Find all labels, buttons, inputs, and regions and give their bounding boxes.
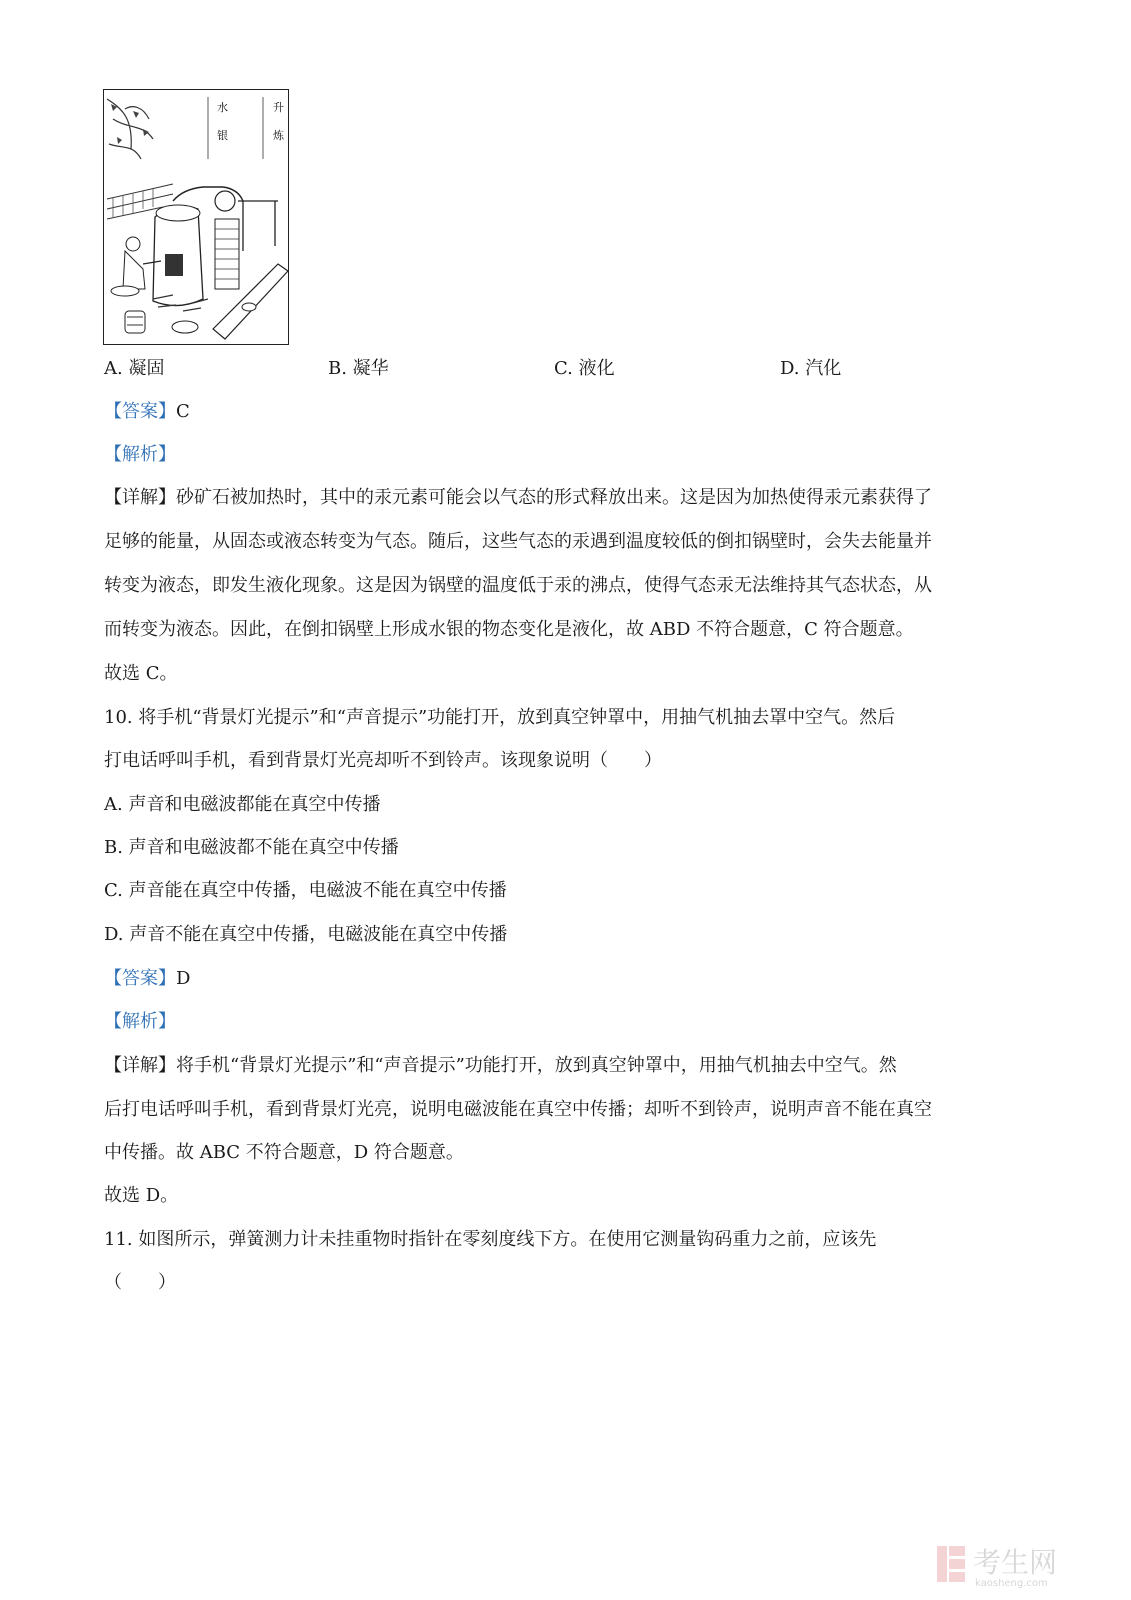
- q9-detail-line: 【详解】砂矿石被加热时，其中的汞元素可能会以气态的形式释放出来。这是因为加热使得汞元素获得了: [104, 487, 932, 508]
- q9-detail-line: 转变为液态，即发生液化现象。这是因为锅壁的温度低于汞的沸点，使得气态汞无法维持其气态状态，从: [104, 575, 932, 596]
- q9-detail-line: 足够的能量，从固态或液态转变为气态。随后，这些气态的汞遇到温度较低的倒扣锅壁时，会失去能量并: [104, 531, 932, 552]
- mercury-refining-illustration: [103, 89, 289, 345]
- q10-detail-line: 【详解】将手机“背景灯光提示”和“声音提示”功能打开，放到真空钟罩中，用抽气机抽去中空气。然: [104, 1055, 897, 1076]
- answer-value: C: [176, 401, 190, 422]
- q10-option-b: B. 声音和电磁波都不能在真空中传播: [104, 837, 399, 858]
- kaosheng-watermark-logo: [935, 1540, 1115, 1590]
- q10-detail-line: 后打电话呼叫手机，看到背景灯光亮，说明电磁波能在真空中传播；却听不到铃声，说明声音不能在真空: [104, 1099, 932, 1120]
- caption-char: 银: [217, 129, 228, 142]
- q9-answer-line: [104, 399, 190, 425]
- caption-char: 水: [217, 101, 228, 114]
- watermark-cn: 考生网: [973, 1546, 1058, 1579]
- q9-detail-line: 而转变为液态。因此，在倒扣锅壁上形成水银的物态变化是液化，故 ABD 不符合题意，C 符合题意。: [104, 619, 914, 640]
- q9-option-a: A. 凝固: [104, 358, 165, 379]
- caption-char: 升: [273, 101, 284, 114]
- q10-stem-line: 打电话呼叫手机，看到背景灯光亮却听不到铃声。该现象说明（ ）: [104, 750, 662, 771]
- q10-stem-line: 10. 将手机“背景灯光提示”和“声音提示”功能打开，放到真空钟罩中，用抽气机抽去罩中空气。然后: [104, 707, 896, 728]
- watermark-en: kaosheng.com: [975, 1578, 1048, 1589]
- answer-tag: 【答案】: [104, 401, 176, 422]
- caption-char: 炼: [273, 129, 284, 142]
- q9-option-d: D. 汽化: [780, 358, 842, 379]
- answer-tag: 【答案】: [104, 968, 176, 989]
- q11-stem-line: （ ）: [104, 1272, 176, 1293]
- q10-option-a: A. 声音和电磁波都能在真空中传播: [104, 794, 381, 815]
- q9-analysis-tag: 【解析】: [104, 444, 176, 465]
- q10-option-d: D. 声音不能在真空中传播，电磁波能在真空中传播: [104, 924, 508, 945]
- q9-option-b: B. 凝华: [328, 358, 389, 379]
- q10-conclusion: 故选 D。: [104, 1185, 179, 1206]
- q9-conclusion: 故选 C。: [104, 663, 178, 684]
- q10-detail-line: 中传播。故 ABC 不符合题意，D 符合题意。: [104, 1142, 464, 1163]
- logo-mark-icon: [937, 1546, 965, 1582]
- q11-stem-line: 11. 如图所示，弹簧测力计未挂重物时指针在零刻度线下方。在使用它测量钩码重力之前，应该先: [104, 1229, 877, 1250]
- q10-option-c: C. 声音能在真空中传播，电磁波不能在真空中传播: [104, 880, 507, 901]
- answer-value: D: [176, 968, 191, 989]
- q9-option-c: C. 液化: [554, 358, 615, 379]
- q10-analysis-tag: 【解析】: [104, 1011, 176, 1032]
- q10-answer-line: [104, 966, 190, 992]
